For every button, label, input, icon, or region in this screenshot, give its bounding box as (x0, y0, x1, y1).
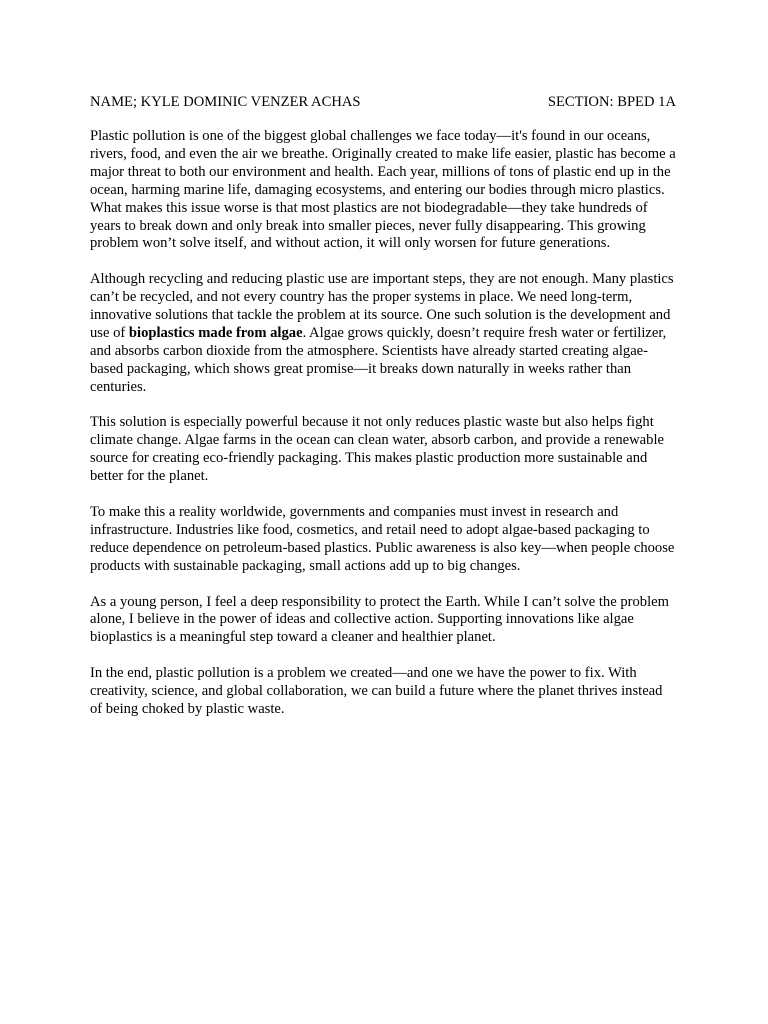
paragraph-implementation: To make this a reality worldwide, governments and companies must invest in research and infrastructure. Industries like food, cosmetics, and retail need to adopt algae-based packaging to reduce dependence on petroleum-based plastics. Public awareness is also key—when people choose products with sustainable packaging, small actions add up to big changes. (90, 503, 675, 574)
document-header (90, 93, 676, 111)
paragraph-solution-before: Although recycling and reducing plastic use are important steps, they are not enough. Many plastics can’t be recycled, and not every country has the proper systems in place. We need long-term, innovative solutions that tackle the problem at its source. One such solution is the development and use of (90, 271, 674, 341)
document-page (90, 93, 676, 737)
paragraph-personal: As a young person, I feel a deep responsibility to protect the Earth. While I can’t solve the problem alone, I believe in the power of ideas and collective action. Supporting innovations like algae bioplastics is a meaningful step toward a cleaner and healthier planet. (90, 593, 669, 646)
paragraph-benefits: This solution is especially powerful because it not only reduces plastic waste but also helps fight climate change. Algae farms in the ocean can clean water, absorb carbon, and provide a renewable source for creating eco-friendly packaging. This makes plastic production more sustainable and better for the planet. (90, 414, 664, 485)
paragraph-solution (90, 271, 676, 396)
paragraph-solution-bold: bioplastics made from algae (128, 324, 303, 341)
paragraph-solution-after: . Algae grows quickly, doesn’t require fresh water or fertilizer, and absorbs carbon dioxide from the atmosphere. Scientists have already started creating algae-based packaging, which shows great promise—it breaks down naturally in weeks rather than centuries. (90, 324, 667, 395)
paragraph-conclusion: In the end, plastic pollution is a problem we created—and one we have the power to fix. With creativity, science, and global collaboration, we can build a future where the planet thrives instead of being choked by plastic waste. (90, 665, 663, 717)
student-section: SECTION: BPED 1A (547, 94, 676, 110)
student-name: NAME; KYLE DOMINIC VENZER ACHAS (90, 94, 361, 110)
paragraph-intro: Plastic pollution is one of the biggest global challenges we face today—it's found in our oceans, rivers, food, and even the air we breathe. Originally created to make life easier, plastic has become a major threat to both our environment and health. Each year, millions of tons of plastic end up in the ocean, harming marine life, damaging ecosystems, and entering our bodies through micro plastics. What makes this issue worse is that most plastics are not biodegradable—they take hundreds of years to break down and only break into smaller pieces, never fully disappearing. This growing problem won’t solve itself, and without action, it will only worsen for future generations. (90, 128, 676, 252)
